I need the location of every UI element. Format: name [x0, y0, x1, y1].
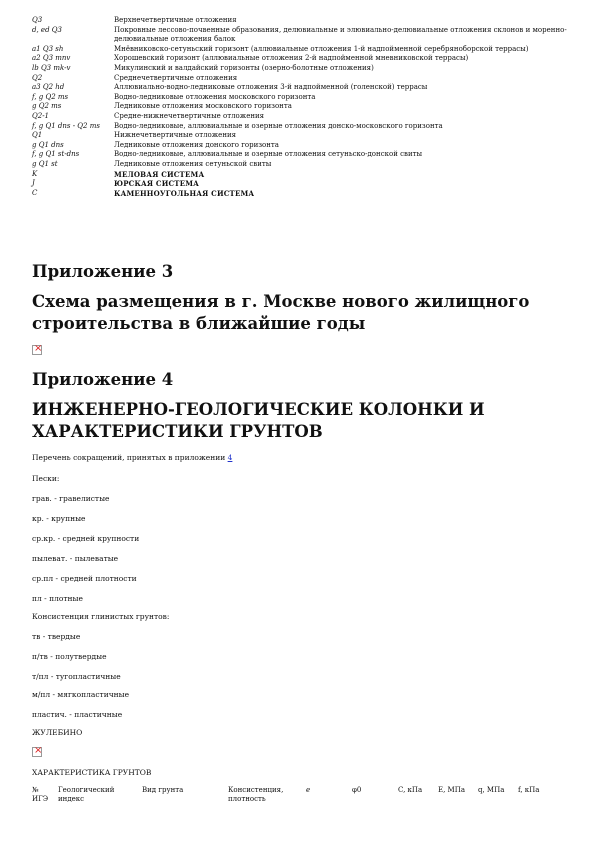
col-c: C, кПа — [398, 786, 423, 794]
legend-index: a1 Q3 sh — [32, 44, 64, 53]
appendix-3-heading-line-1: Схема размещения в г. Москве нового жилищного — [32, 292, 530, 311]
district-name: ЖУЛЕБИНО — [32, 728, 83, 737]
broken-image-icon — [32, 747, 42, 757]
legend-row — [32, 54, 572, 64]
legend-description: Микулинский и валдайский горизонты (озерно-болотные отложения) — [114, 63, 374, 72]
legend-description: Среднечетвертичные отложения — [114, 73, 238, 82]
legend-row — [32, 179, 572, 189]
soil-table-header — [32, 786, 572, 826]
legend-index: Q3 — [32, 16, 43, 24]
legend-row — [32, 93, 572, 103]
geology-legend — [32, 16, 572, 198]
col-e-modulus: E, МПа — [438, 786, 466, 794]
legend-description: Покровные лессово-почвенные образования, делювиальные и элювиально-делювиальные отложения склонов и моренно-делювиальные отложения балок — [114, 25, 567, 44]
clay-consistency-abbreviation: т/пл - тугопластичные — [32, 672, 121, 681]
col-f: f, кПа — [518, 786, 540, 794]
legend-description: Ледниковые отложения донского горизонта — [114, 140, 279, 149]
col-e: e — [306, 786, 311, 794]
legend-description: Хорошевский горизонт (аллювиальные отложения 2-й надпойменной мневниковской террасы) — [114, 54, 469, 63]
clay-consistency-abbreviation: м/пл - мягкопластичные — [32, 690, 130, 699]
sand-abbreviation: ср.пл - средней плотности — [32, 574, 137, 583]
legend-index: Q1 — [32, 131, 43, 140]
legend-row — [32, 131, 572, 141]
abbreviations-intro-text: Перечень сокращений, принятых в приложении — [32, 453, 226, 462]
legend-description: Водно-ледниковые, аллювиальные и озерные отложения донско-московского горизонта — [114, 121, 443, 130]
broken-image-icon — [32, 345, 42, 355]
legend-description: Ледниковые отложения московского горизонта — [114, 102, 292, 111]
sand-abbreviation: грав. - гравелистые — [32, 494, 110, 503]
appendix-3-heading-line-2: строительства в ближайшие годы — [32, 314, 366, 333]
legend-index: J — [32, 179, 35, 188]
legend-index: g Q2 ms — [32, 102, 62, 111]
appendix-4-title: Приложение 4 — [32, 370, 174, 389]
legend-index: d, ed Q3 — [32, 25, 62, 34]
legend-index: f, g Q2 ms — [32, 92, 69, 101]
legend-row — [32, 112, 572, 122]
abbreviations-intro — [32, 453, 232, 463]
legend-index: C — [32, 188, 38, 197]
col-phi: φ0 — [352, 786, 362, 794]
legend-description: Водно-ледниковые, аллювиальные и озерные отложения сетуньско-донской свиты — [114, 150, 423, 159]
col-type: Вид грунта — [142, 786, 184, 794]
legend-description: Мнёвниковско-сетуньский горизонт (аллювиальные отложения 1-й надпойменной серебряноборской террасы) — [114, 44, 529, 53]
legend-description: КАМЕННОУГОЛЬНАЯ СИСТЕМА — [114, 188, 255, 198]
legend-description: ЮРСКАЯ СИСТЕМА — [114, 179, 200, 189]
clay-consistency-abbreviation: пластич. - пластичные — [32, 710, 123, 719]
appendix-3-title: Приложение 3 — [32, 262, 174, 281]
legend-row — [32, 170, 572, 180]
legend-description: Водно-ледниковые отложения московского горизонта — [114, 92, 316, 101]
sand-abbreviation: ср.кр. - средней крупности — [32, 534, 140, 543]
legend-index: Q2-1 — [32, 111, 50, 120]
legend-row — [32, 122, 572, 132]
legend-description: Средне-нижнечетвертичные отложения — [114, 111, 265, 120]
legend-index: a2 Q3 mnv — [32, 54, 71, 63]
legend-index: f, g Q1 st-dns — [32, 150, 80, 159]
legend-description: МЕЛОВАЯ СИСТЕМА — [114, 169, 205, 179]
legend-description: Аллювиально-водно-ледниковые отложения 3-й надпойменной (голенской) террасы — [114, 83, 428, 92]
sand-abbreviation: пл - плотные — [32, 594, 83, 603]
legend-row — [32, 45, 572, 55]
legend-description: Ледниковые отложения сетуньской свиты — [114, 159, 272, 168]
legend-row — [32, 150, 572, 160]
legend-row — [32, 189, 572, 199]
sands-label: Пески: — [32, 474, 60, 483]
col-q: q, МПа — [478, 786, 505, 794]
legend-description: Верхнечетвертичные отложения — [114, 16, 237, 24]
legend-row — [32, 64, 572, 74]
legend-index: a3 Q2 hd — [32, 83, 65, 92]
legend-index: lb Q3 mk-v — [32, 63, 71, 72]
legend-index: g Q1 dns — [32, 140, 64, 149]
appendix-4-heading-line-2: ХАРАКТЕРИСТИКИ ГРУНТОВ — [32, 422, 323, 441]
legend-index: Q2 — [32, 73, 43, 82]
clay-consistency-abbreviation: п/тв - полутвердые — [32, 652, 107, 661]
appendix-4-heading-line-1: ИНЖЕНЕРНО-ГЕОЛОГИЧЕСКИЕ КОЛОНКИ И — [32, 400, 485, 419]
soil-table-title: ХАРАКТЕРИСТИКА ГРУНТОВ — [32, 768, 152, 777]
appendix-4-link[interactable]: 4 — [227, 453, 233, 462]
clay-consistency-abbreviation: тв - твердые — [32, 632, 81, 641]
col-num: № ИГЭ — [32, 786, 49, 803]
legend-row — [32, 141, 572, 151]
sand-abbreviation: кр. - крупные — [32, 514, 86, 523]
sand-abbreviation: пылеват. - пылеватые — [32, 554, 119, 563]
legend-index: g Q1 st — [32, 159, 58, 168]
legend-index: f, g Q1 dns - Q2 ms — [32, 121, 100, 130]
legend-index: K — [32, 169, 38, 178]
legend-row — [32, 26, 572, 45]
col-consistency: Консистенция, плотность — [228, 786, 284, 803]
clay-consistency-label: Консистенция глинистых грунтов: — [32, 612, 170, 621]
legend-row — [32, 160, 572, 170]
legend-row — [32, 16, 572, 26]
legend-row — [32, 74, 572, 84]
legend-row — [32, 83, 572, 93]
legend-row — [32, 102, 572, 112]
col-index: Геологический индекс — [58, 786, 115, 803]
legend-description: Нижнечетвертичные отложения — [114, 131, 237, 140]
